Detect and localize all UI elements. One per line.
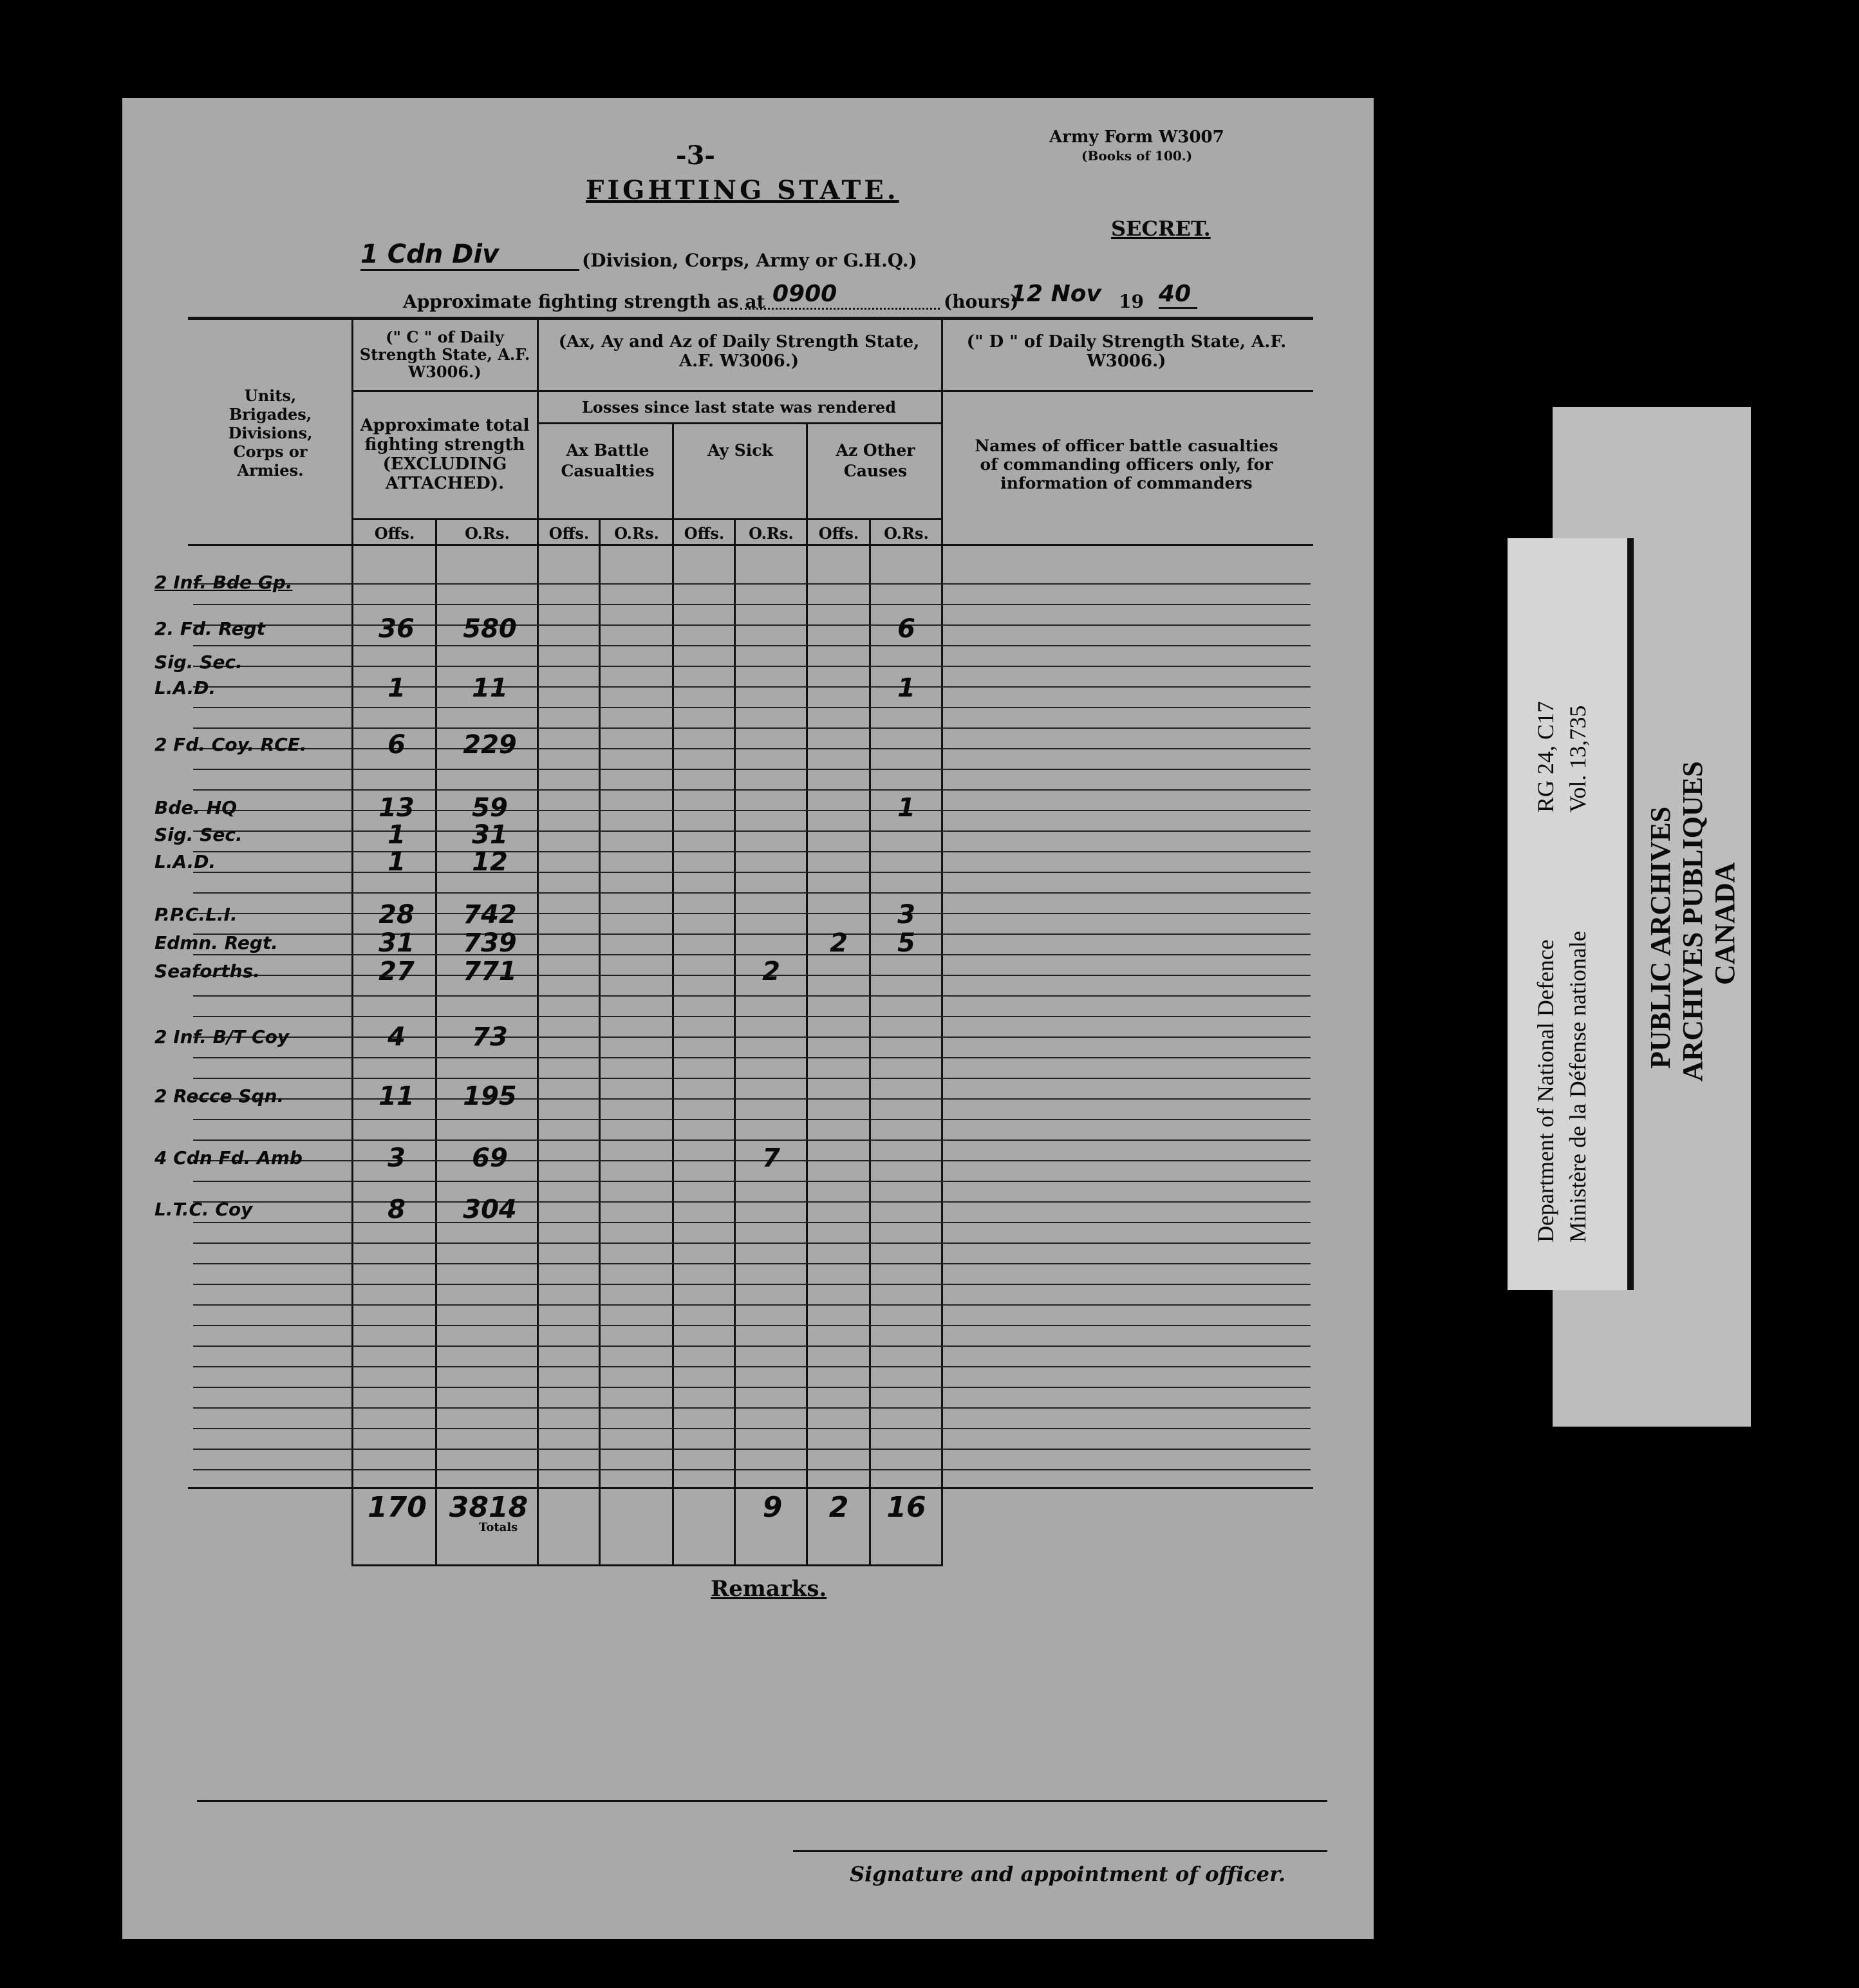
c-ors-value: 229 xyxy=(463,730,517,760)
c-offs-value: 1 xyxy=(388,673,406,703)
hours-label: (hours) xyxy=(944,291,1019,312)
c-ors-label: O.Rs. xyxy=(465,524,510,543)
army-form-number: Army Form W3007 xyxy=(1049,127,1224,147)
unit-name: 2 Inf. Bde Gp. xyxy=(154,572,293,593)
ruled-line xyxy=(193,769,1311,770)
archive-pa-country: CANADA xyxy=(1709,862,1741,985)
signature-line xyxy=(793,1850,1327,1852)
archive-dept-fr: Ministère de la Défense nationale xyxy=(1565,931,1591,1242)
c-ors-value: 12 xyxy=(472,847,508,877)
subheader-bottom xyxy=(188,544,1313,546)
unit-name: Bde. HQ xyxy=(154,797,237,818)
ruled-line xyxy=(193,1263,1311,1264)
ruled-line xyxy=(193,645,1311,646)
ruled-line xyxy=(193,1284,1311,1285)
c-ors-value: 304 xyxy=(463,1195,517,1224)
ay-ors-label: O.Rs. xyxy=(749,524,794,543)
ay-ors-value: 7 xyxy=(762,1143,780,1173)
signature-label: Signature and appointment of officer. xyxy=(850,1862,1286,1886)
ax-header: Ax Battle Casualties xyxy=(561,441,655,480)
az-ors-value: 1 xyxy=(897,673,915,703)
totals-rule xyxy=(188,1487,1313,1489)
col-line-az xyxy=(869,518,871,1566)
c-offs-value: 1 xyxy=(388,847,406,877)
total-c-offs: 170 xyxy=(368,1491,427,1524)
ruled-line xyxy=(193,1181,1311,1182)
table-top-rule xyxy=(188,317,1313,320)
unit-name: L.A.D. xyxy=(154,851,216,872)
archive-pa-fr: ARCHIVES PUBLIQUES xyxy=(1677,761,1708,1082)
unit-name: Seaforths. xyxy=(154,961,260,982)
c-offs-value: 6 xyxy=(388,730,406,760)
ruled-line xyxy=(193,707,1311,708)
secret-label: SECRET. xyxy=(1111,216,1211,241)
archive-ref-vol: Vol. 13,735 xyxy=(1565,705,1591,812)
ruled-line xyxy=(193,1016,1311,1017)
ruled-line xyxy=(193,583,1311,585)
c-ors-value: 73 xyxy=(472,1022,508,1052)
books-note: (Books of 100.) xyxy=(1081,148,1193,164)
unit-name: 2 Inf. B/T Coy xyxy=(154,1026,290,1047)
col-line-d xyxy=(941,320,943,1566)
az-ors-value: 3 xyxy=(897,900,915,930)
ay-ors-value: 2 xyxy=(762,957,780,986)
total-c-ors: 3818 xyxy=(449,1491,528,1524)
az-offs-label: Offs. xyxy=(818,524,859,543)
ruled-line xyxy=(193,1139,1311,1141)
ruled-line xyxy=(193,995,1311,997)
formation-value: 1 Cdn Div xyxy=(360,239,579,271)
d-sub-header: Names of officer battle casualties of commanding officers only, for information of commanders xyxy=(975,436,1278,492)
c-offs-value: 11 xyxy=(378,1082,415,1111)
ruled-line xyxy=(193,1346,1311,1347)
c-offs-value: 3 xyxy=(388,1143,406,1173)
ax-offs-label: Offs. xyxy=(548,524,590,543)
ruled-line xyxy=(193,1242,1311,1244)
ruled-line xyxy=(193,1119,1311,1120)
unit-name: Sig. Sec. xyxy=(154,824,243,845)
ruled-line xyxy=(193,666,1311,667)
ax-ors-label: O.Rs. xyxy=(614,524,659,543)
ruled-line xyxy=(193,1407,1311,1409)
unit-name: Sig. Sec. xyxy=(154,652,243,673)
col-line-c-offs xyxy=(435,518,437,1566)
unit-name: P.P.C.L.I. xyxy=(154,904,238,925)
year-value: 40 xyxy=(1159,281,1197,309)
strength-prefix: Approximate fighting strength as at xyxy=(403,291,765,312)
c-ors-value: 580 xyxy=(463,614,517,644)
ruled-line xyxy=(193,727,1311,729)
form-title: FIGHTING STATE. xyxy=(586,175,899,205)
ruled-line xyxy=(193,892,1311,894)
remarks-line xyxy=(197,1800,1327,1802)
ruled-line xyxy=(193,1366,1311,1367)
az-ors-value: 5 xyxy=(897,928,915,958)
c-ors-value: 771 xyxy=(463,957,517,986)
unit-name: L.A.D. xyxy=(154,677,216,699)
ax-group-header: (Ax, Ay and Az of Daily Strength State, A.F. W3006.) xyxy=(558,332,920,371)
c-ors-value: 59 xyxy=(472,793,508,823)
remarks-label: Remarks. xyxy=(711,1576,827,1602)
archive-pa-en: PUBLIC ARCHIVES xyxy=(1645,806,1676,1069)
unit-name: 4 Cdn Fd. Amb xyxy=(154,1147,303,1168)
col-line-ax xyxy=(599,518,601,1566)
c-offs-value: 13 xyxy=(378,793,415,823)
az-ors-value: 6 xyxy=(897,614,915,644)
c-offs-value: 36 xyxy=(378,614,415,644)
az-header: Az Other Causes xyxy=(836,441,915,480)
c-offs-value: 1 xyxy=(388,820,406,850)
az-offs-value: 2 xyxy=(830,928,848,958)
time-value: 0900 xyxy=(772,281,837,307)
c-ors-value: 31 xyxy=(472,820,508,850)
unit-name: 2 Recce Sqn. xyxy=(154,1085,285,1107)
c-offs-value: 8 xyxy=(388,1195,406,1224)
ruled-line xyxy=(193,1325,1311,1326)
az-ors-label: O.Rs. xyxy=(884,524,929,543)
c-offs-value: 4 xyxy=(388,1022,406,1052)
header-rule-1 xyxy=(537,390,943,392)
total-az-ors: 16 xyxy=(886,1491,926,1524)
ay-header: Ay Sick xyxy=(707,441,773,460)
c-sub-header: Approximate total fighting strength (EXCLUDING ATTACHED). xyxy=(360,416,530,493)
unit-name: L.T.C. Coy xyxy=(154,1199,253,1220)
ruled-line xyxy=(193,1428,1311,1429)
ay-offs-label: Offs. xyxy=(684,524,725,543)
subheader-rule xyxy=(351,518,943,520)
archive-ref-rg: RG 24, C17 xyxy=(1533,700,1558,812)
page-marker: -3- xyxy=(676,140,716,171)
header-rule-3 xyxy=(537,422,943,424)
ruled-line xyxy=(193,1469,1311,1470)
header-rule-2 xyxy=(351,390,539,392)
header-rule-4 xyxy=(941,390,1313,392)
ruled-line xyxy=(193,1304,1311,1306)
c-ors-value: 11 xyxy=(472,673,508,703)
form-sheet xyxy=(122,98,1374,1939)
total-ay-ors: 9 xyxy=(762,1491,783,1524)
units-header: Units, Brigades, Divisions, Corps or Armies. xyxy=(228,386,313,480)
c-offs-value: 31 xyxy=(378,928,415,958)
unit-name: Edmn. Regt. xyxy=(154,932,278,953)
ruled-line xyxy=(193,604,1311,605)
date-value: 12 Nov xyxy=(1011,281,1101,307)
c-group-header: (" C " of Daily Strength State, A.F. W3006.) xyxy=(359,328,530,381)
c-ors-value: 742 xyxy=(463,900,517,930)
c-offs-value: 27 xyxy=(378,957,415,986)
ruled-line xyxy=(193,1057,1311,1058)
ruled-line xyxy=(193,1078,1311,1079)
ruled-line xyxy=(193,1387,1311,1388)
c-offs-value: 28 xyxy=(378,900,415,930)
ruled-line xyxy=(193,1449,1311,1450)
unit-name: 2 Fd. Coy. RCE. xyxy=(154,734,307,755)
losses-header: Losses since last state was rendered xyxy=(581,398,897,417)
c-offs-label: Offs. xyxy=(374,524,415,543)
time-fill-line xyxy=(740,308,940,310)
col-line-ay xyxy=(734,518,736,1566)
unit-name: 2. Fd. Regt xyxy=(154,618,266,639)
totals-label: Totals xyxy=(479,1521,518,1534)
archive-dept-en: Department of National Defence xyxy=(1533,939,1558,1242)
c-ors-value: 69 xyxy=(472,1143,508,1173)
ruled-line xyxy=(193,789,1311,791)
total-az-offs: 2 xyxy=(828,1491,849,1524)
d-group-header: (" D " of Daily Strength State, A.F. W3006.) xyxy=(966,332,1287,371)
c-ors-value: 195 xyxy=(463,1082,517,1111)
formation-label: (Division, Corps, Army or G.H.Q.) xyxy=(582,250,917,271)
c-ors-value: 739 xyxy=(463,928,517,958)
table-bottom-rule xyxy=(351,1564,943,1566)
year-prefix: 19 xyxy=(1119,291,1144,312)
az-ors-value: 1 xyxy=(897,793,915,823)
